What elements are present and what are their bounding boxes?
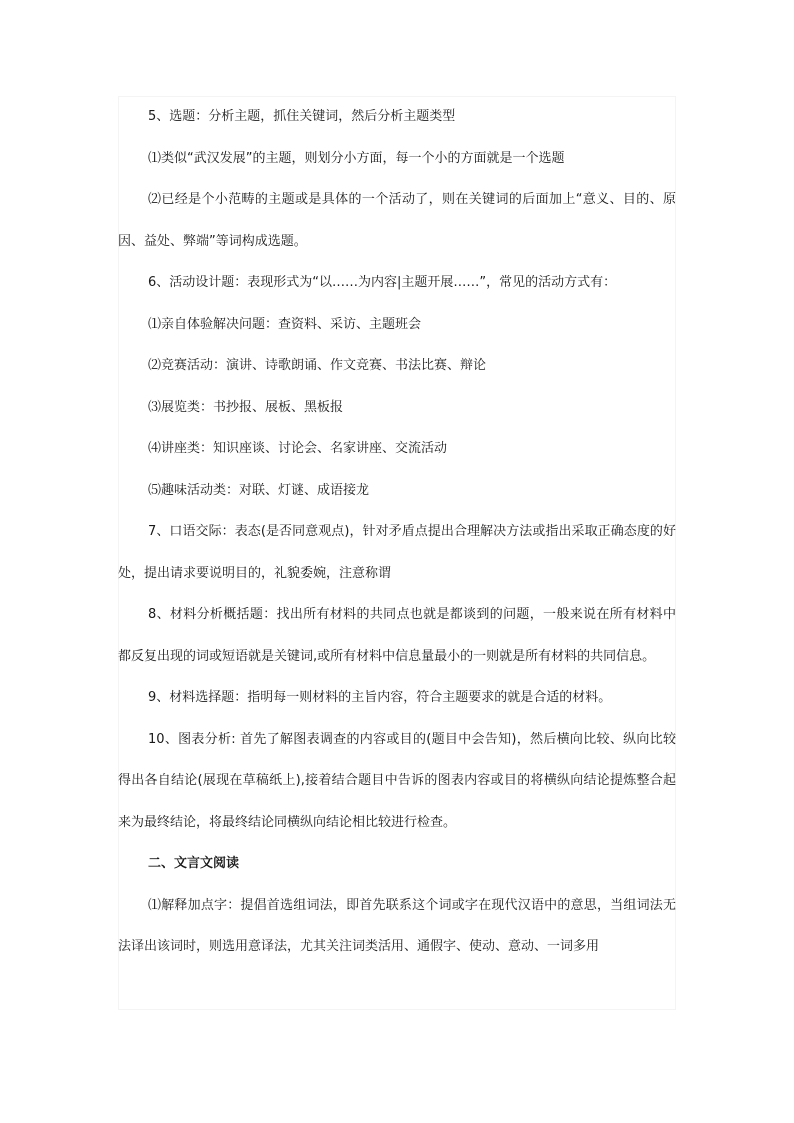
paragraph-activity-item-2: ⑵竞赛活动：演讲、诗歌朗诵、作文竞赛、书法比赛、辩论 [148,358,487,373]
paragraph-oral-communication: 7、口语交际：表态(是否同意观点)，针对矛盾点提出合理解决方法或指出采取正确态度的好处，提出请求要说明目的，礼貌委婉，注意称谓 [118,524,676,581]
paragraph-activity-item-1: ⑴亲自体验解决问题：查资料、采访、主题班会 [148,316,422,332]
document-body [118,96,676,968]
paragraph-activity-item-4: ⑷讲座类：知识座谈、讨论会、名家讲座、交流活动 [148,441,448,456]
paragraph-topic-selection: 5、选题：分析主题，抓住关键词，然后分析主题类型 [148,109,456,124]
paragraph-activity-design: 6、活动设计题：表现形式为“以……为内容|主题开展……”，常见的活动方式有： [148,275,617,290]
paragraph-activity-item-5: ⑸趣味活动类：对联、灯谜、成语接龙 [148,482,370,498]
paragraph-material-summary: 8、材料分析概括题：找出所有材料的共同点也就是都谈到的问题，一般来说在所有材料中都反复出现的词或短语就是关键词,或所有材料中信息量最小的一则就是所有材料的共同信息。 [118,607,676,664]
section-heading-classical-chinese: 二、文言文阅读 [148,856,240,871]
paragraph-topic-selection-item-1: ⑴类似“武汉发展”的主题，则划分小方面，每一个小的方面就是一个选题 [148,150,565,166]
paragraph-chart-analysis: 10、图表分析: 首先了解图表调查的内容或目的(题目中会告知)，然后横向比较、纵向比较得出各自结论(展现在草稿纸上),接着结合题目中告诉的图表内容或目的将横纵向结论提炼整合起来为最终结论，将最终结论同横纵向结论相比较进行检查。 [118,731,676,830]
paragraph-topic-selection-item-2: ⑵已经是个小范畴的主题或是具体的一个活动了，则在关键词的后面加上“意义、目的、原因、益处、弊端”等词构成选题。 [118,192,676,249]
paragraph-activity-item-3: ⑶展览类：书抄报、展板、黑板报 [148,399,344,415]
paragraph-explain-dotted-words: ⑴解释加点字：提倡首选组词法，即首先联系这个词或字在现代汉语中的意思，当组词法无法译出该词时，则选用意译法，尤其关注词类活用、通假字、使动、意动、一词多用 [118,897,676,954]
paragraph-material-selection: 9、材料选择题：指明每一则材料的主旨内容，符合主题要求的就是合适的材料。 [148,690,612,705]
